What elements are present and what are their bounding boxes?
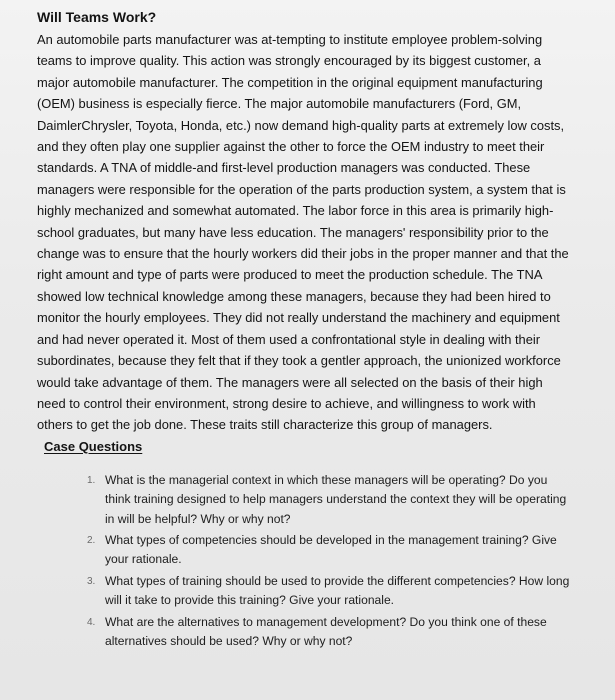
- case-question-item: [85, 613, 573, 652]
- case-questions-heading: Case Questions: [44, 438, 143, 454]
- question-number: 3.: [87, 575, 96, 587]
- question-number: 1.: [87, 474, 96, 486]
- question-text: What types of training should be used to provide the different competencies? How long will it take to provide this training? Give your rationale.: [105, 573, 570, 608]
- case-title: Will Teams Work?: [37, 9, 157, 25]
- question-text: What is the managerial context in which these managers will be operating? Do you think training designed to help managers understand the context they will be operating in will be helpful? Why or why not?: [105, 472, 567, 526]
- case-question-item: [85, 531, 573, 570]
- case-questions-list: [37, 471, 573, 652]
- case-question-item: [85, 471, 573, 529]
- case-body-paragraph: An automobile parts manufacturer was at-tempting to institute employee problem-solving teams to improve quality. This action was strongly encouraged by its biggest customer, a major automobile manufacturer. The competition in the original equipment manufacturing (OEM) business is especially fierce. The major automobile manufacturers (Ford, GM, DaimlerChrysler, Toyota, Honda, etc.) now demand high-quality parts at extremely low costs, and they often play one supplier against the other to force the OEM industry to meet their standards. A TNA of middle-and first-level production managers was conducted. These managers were responsible for the operation of the parts production system, a system that is highly mechanized and somewhat automated. The labor force in this area is primarily high-school graduates, but many have less education. The managers' responsibility prior to the change was to ensure that the hourly workers did their jobs in the proper manner and that the right amount and type of parts were produced to meet the production schedule. The TNA showed low technical knowledge among these managers, because they had been hired to monitor the hourly employees. They did not really understand the machinery and equipment and had never operated it. Most of them used a confrontational style in dealing with their subordinates, because they felt that if they took a gentler approach, the unionized workforce would take advantage of them. The managers were all selected on the basis of their high need to control their environment, strong desire to achieve, and willingness to work with others to get the job done. These traits still characterize this group of managers.: [37, 32, 569, 433]
- question-text: What types of competencies should be developed in the management training? Give your rationale.: [105, 532, 557, 567]
- case-question-item: [85, 572, 573, 611]
- question-number: 2.: [87, 534, 96, 546]
- question-text: What are the alternatives to management development? Do you think one of these alternatives should be used? Why or why not?: [105, 614, 547, 648]
- question-number: 4.: [87, 616, 96, 628]
